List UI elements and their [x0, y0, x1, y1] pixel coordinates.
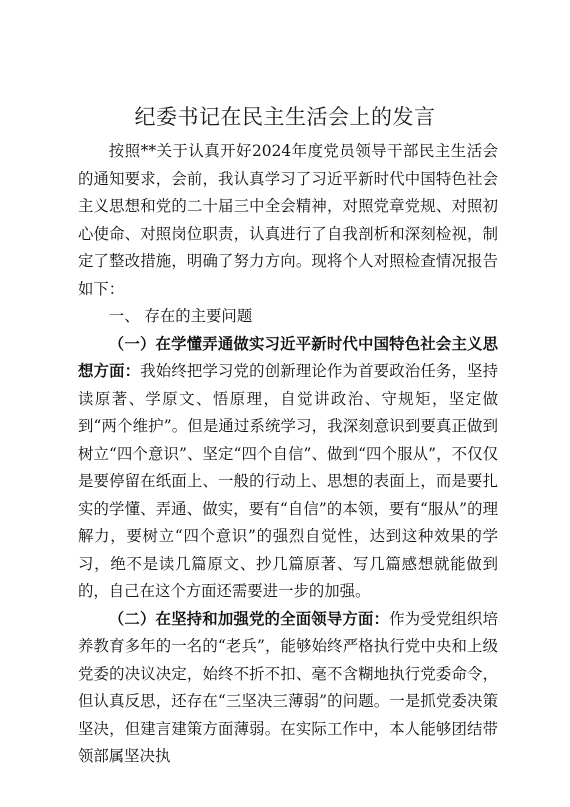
subsection-1-heading: （一）在学懂弄通做实习近平新时代中国特色社会主义思想方面：	[78, 334, 498, 380]
section-heading: 一、 存在的主要问题	[108, 307, 253, 325]
document-title: 纪委书记在民主生活会上的发言	[134, 105, 436, 129]
intro-paragraph: 按照**关于认真开好2024年度党员领导干部民主生活会的通知要求，会前，我认真学习了习近平新时代中国特色社会主义思想和党的二十届三中全会精神，对照党章党规、对照初心使命、对照岗位职责，认真进行了自我剖析和深刻检视，制定了整改措施，明确了努力方向。现将个人对照检查情况报告如下：	[78, 142, 498, 298]
subsection-1-body: 我始终把学习党的创新理论作为首要政治任务，坚持读原著、学原文、悟原理，自觉讲政治、守规矩，坚定做到“两个维护”。但是通过系统学习，我深刻意识到要真正做到树立“四个意识”、坚定“四个自信”、做到“四个服从”，不仅仅是要停留在纸面上、一般的行动上、思想的表面上，而是要扎实的学懂、弄通、做实，要有“自信”的本领，要有“服从”的理解力，要树立“四个意识”的强烈自觉性，达到这种效果的学习，绝不是读几篇原文、抄几篇原著、写几篇感想就能做到的，自己在这个方面还需要进一步的加强。	[78, 362, 498, 600]
subsection-1-paragraph	[78, 331, 498, 606]
subsection-2-body: 作为受党组织培养教育多年的一名的“老兵”，能够始终严格执行党中央和上级党委的决议决定，始终不折不扣、毫不含糊地执行党委命令，但认真反思，还存在“三坚决三薄弱”的问题。一是抓党委决策坚决，但建言建策方面薄弱。在实际工作中，本人能够团结带领部属坚决执	[78, 609, 498, 765]
subsection-2-heading: （二）在坚持和加强党的全面领导方面：	[108, 609, 390, 628]
subsection-2-paragraph	[78, 606, 498, 771]
document-body	[78, 138, 498, 771]
